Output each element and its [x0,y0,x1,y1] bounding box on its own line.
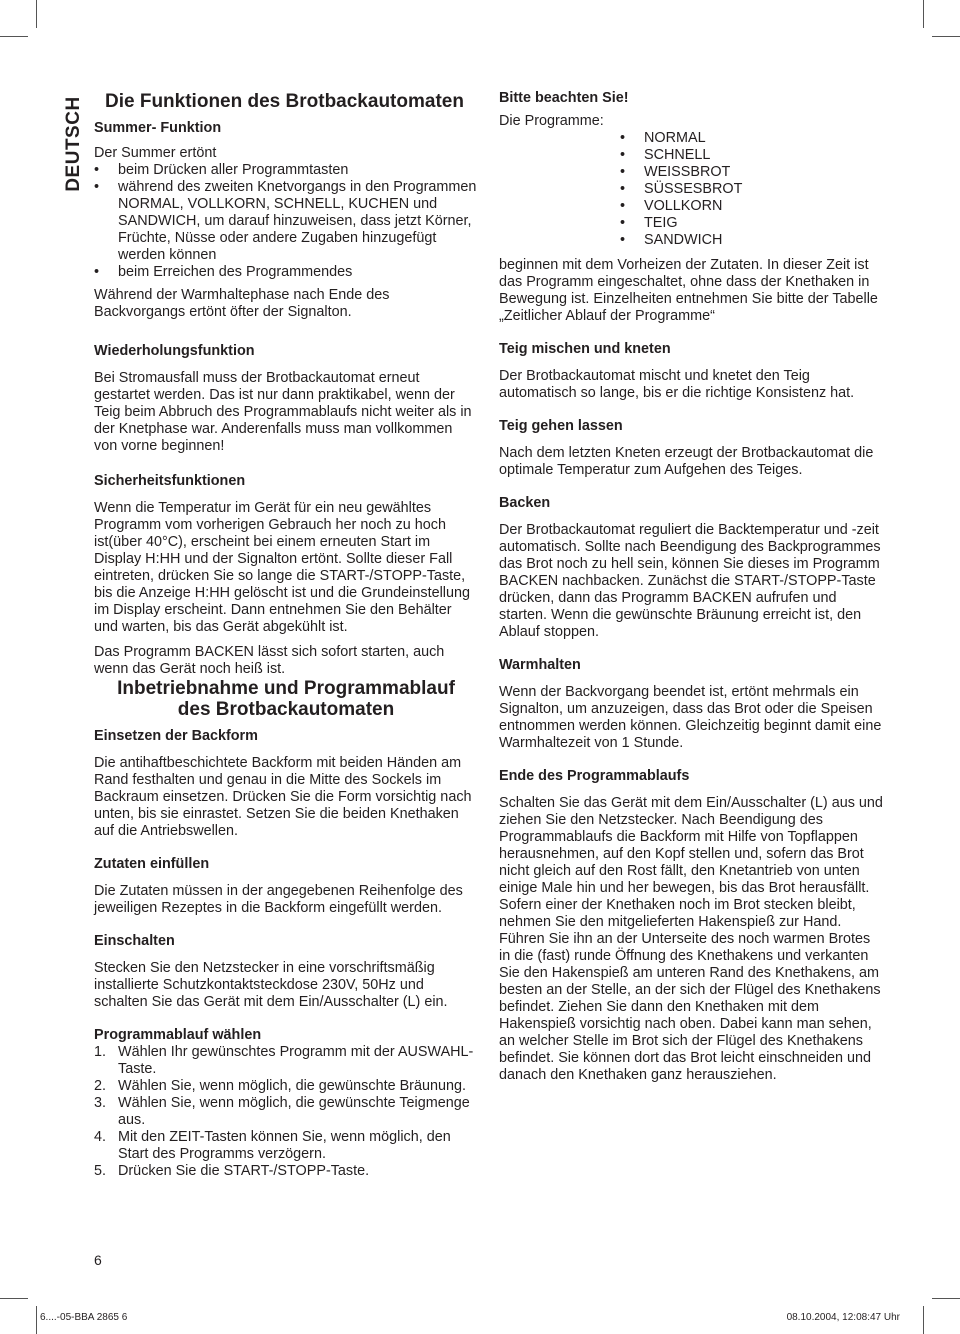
summer-text: Während der Warmhaltephase nach Ende des Backvorgangs ertönt öfter der Signalton. [94,287,390,320]
footer-file-info: 6....-05-BBA 2865 6 [40,1312,128,1323]
baking-pan-text: Die antihaftbeschichtete Backform mit beiden Händen am Rand festhalten und genau in die Mitte des Sockels im Backraum einsetzen. Drücken Sie die Form vorsichtig nach unten, bis sie einrastet. Setzen Sie die beiden Knethaken auf die Antriebswellen. [94,755,472,839]
rising-text: Nach dem letzten Kneten erzeugt der Brotbackautomat die optimale Temperatur zum Aufgehen des Teiges. [499,445,874,478]
program-end-heading: Ende des Programmablaufs [499,768,690,784]
keep-warm-text: Wenn der Backvorgang beendet ist, ertönt mehrmals ein Signalton, um anzuzeigen, dass das Brot oder die Speisen entnommen werden können. Gleichzeitig beginnt damit eine Warmhaltezeit von 1 Stunde. [499,684,882,751]
language-tab [61,94,87,194]
list-item: 4. Mit den ZEIT-Tasten können Sie, wenn möglich, den Start des Programms verzögern. [94,1129,451,1162]
left-column [94,90,478,1180]
ingredients-text: Die Zutaten müssen in der angegebenen Reihenfolge des jeweiligen Rezeptes in die Backform eingefüllt werden. [94,883,463,916]
baking-pan-heading: Einsetzen der Backform [94,728,258,744]
program-end-text: Schalten Sie das Gerät mit dem Ein/Ausschalter (L) aus und ziehen Sie den Netzstecker. Nach Beendigung des Programmablaufs die Backform mit Hilfe von Topflappen herausnehmen, auf den Kopf stellen und, sofern das Brot nicht gleich auf den Rost fällt, den Knetantrieb von unten einige Male hin und her bewegen, bis das Brot herausfällt. Sofern einer der Knethaken noch im Brot stecken bleibt, nehmen Sie den mitgelieferten Hakenspieß zur Hand. Führen Sie ihn an der Unterseite des noch warmen Brotes in die (fast) runde Öffnung des Knethakens und verkanten Sie den Hakenspieß am unteren Rand des Knethakens, am besten an der Stelle, an der sich der Flügel des Knethakens befindet. Ziehen Sie dann den Knethaken mit dem Hakenspieß vorsichtig nach oben. Dabei kann man sehen, an welcher Stelle im Brot sich der Flügel des Knethakens befindet. Sie können dort das Brot leicht einschneiden und danach den Knethaken ganz herausziehen. [499,795,883,1083]
note-intro: Die Programme: [499,113,604,129]
program-select-heading: Programmablauf wählen [94,1027,262,1043]
list-item: • SÜSSESBROT [620,181,884,198]
ingredients-heading: Zutaten einfüllen [94,856,210,872]
right-column [499,90,884,1084]
crop-mark [0,36,28,37]
crop-mark [923,0,924,28]
safety-text: Wenn die Temperatur im Gerät für ein neu gewähltes Programm vom vorherigen Gebrauch her noch zu hoch ist(über 40°C), erscheint bei einem erneuten Start im Display H:HH und der Signalton ertönt. Sollte dieser Fall eintreten, drücken Sie so lange die START-/STOPP-Taste, bis die Anzeige H:HH gelöscht ist und die Grundeinstellung im Display erscheint. Dann entnehmen Sie den Behälter und warten, bis das Gerät abgekühlt ist. [94,500,470,635]
section-title-line-2: des Brotbackautomaten [177,699,395,720]
rising-heading: Teig gehen lassen [499,418,623,434]
list-item: 3. Wählen Sie, wenn möglich, die gewünschte Teigmenge aus. [94,1095,470,1128]
language-label: DEUTSCH [63,96,84,192]
section-title-line-1: Inbetriebnahme und Programmablauf [117,678,455,699]
list-item: • SANDWICH [620,232,884,249]
list-item: • beim Drücken aller Programmtasten [94,162,478,179]
list-item: • beim Erreichen des Programmendes [94,264,478,281]
kneading-text: Der Brotbackautomat mischt und knetet den Teig automatisch so lange, bis er die richtige Konsistenz hat. [499,368,855,401]
repeat-heading: Wiederholungsfunktion [94,343,255,359]
summer-list [94,162,478,281]
list-item: • SCHNELL [620,147,884,164]
summer-heading: Summer- Funktion [94,120,222,136]
list-item: • VOLLKORN [620,198,884,215]
keep-warm-heading: Warmhalten [499,657,581,673]
program-list [499,130,884,249]
safety-text-2: Das Programm BACKEN lässt sich sofort starten, auch wenn das Gerät noch heiß ist. [94,644,445,677]
baking-heading: Backen [499,495,551,511]
summer-intro: Der Summer ertönt [94,145,217,161]
list-item: • während des zweiten Knetvorgangs in den Programmen NORMAL, VOLLKORN, SCHNELL, KUCHEN und SANDWICH, um darauf hinzuweisen, dass jetzt Körner, Früchte, Nüsse oder andere Zugaben hinzugefügt werden können [94,179,478,264]
crop-mark [36,1306,37,1334]
list-item: • WEISSBROT [620,164,884,181]
crop-mark [932,1298,960,1299]
power-on-text: Stecken Sie den Netzstecker in eine vorschriftsmäßig installierte Schutzkontaktsteckdose 230V, 50Hz und schalten Sie das Gerät mit dem Ein/Ausschalter (L) ein. [94,960,448,1010]
kneading-heading: Teig mischen und kneten [499,341,671,357]
power-on-heading: Einschalten [94,933,175,949]
crop-mark [0,1298,28,1299]
program-steps [94,1044,478,1180]
crop-mark [923,1306,924,1334]
baking-text: Der Brotbackautomat reguliert die Backtemperatur und -zeit automatisch. Sollte nach Beendigung des Backprogrammes das Brot noch zu hell sein, können Sie dieses im Programm BACKEN nachbacken. Zunächst die START-/STOPP-Taste drücken, dann das Programm BACKEN aufrufen und starten. Wenn die gewünschte Bräunung erreicht ist, den Ablauf stoppen. [499,522,881,640]
page-number: 6 [94,1252,102,1268]
crop-mark [932,36,960,37]
section-title [94,678,478,720]
list-item: 2. Wählen Sie, wenn möglich, die gewünschte Bräunung. [94,1078,466,1094]
footer-timestamp: 08.10.2004, 12:08:47 Uhr [786,1312,900,1323]
note-text: beginnen mit dem Vorheizen der Zutaten. In dieser Zeit ist das Programm eingeschaltet, ohne dass der Knethaken in Bewegung ist. Einzelheiten entnehmen Sie bitte der Tabelle „Zeitlicher Ablauf der Programme“ [499,257,878,324]
note-heading: Bitte beachten Sie! [499,90,629,106]
crop-mark [36,0,37,28]
safety-heading: Sicherheitsfunktionen [94,473,246,489]
list-item: • NORMAL [620,130,884,147]
list-item: 1. Wählen Ihr gewünschtes Programm mit der AUSWAHL-Taste. [94,1044,474,1077]
repeat-text: Bei Stromausfall muss der Brotbackautomat erneut gestartet werden. Das ist nur dann praktikabel, wenn der Teig beim Abbruch des Programmablaufs nicht weiter als in der Knetphase war. Anderenfalls muss man vollkommen von vorne beginnen! [94,370,472,454]
page-title: Die Funktionen des Brotbackautomaten [105,91,464,112]
list-item: 5. Drücken Sie die START-/STOPP-Taste. [94,1163,370,1179]
list-item: • TEIG [620,215,884,232]
